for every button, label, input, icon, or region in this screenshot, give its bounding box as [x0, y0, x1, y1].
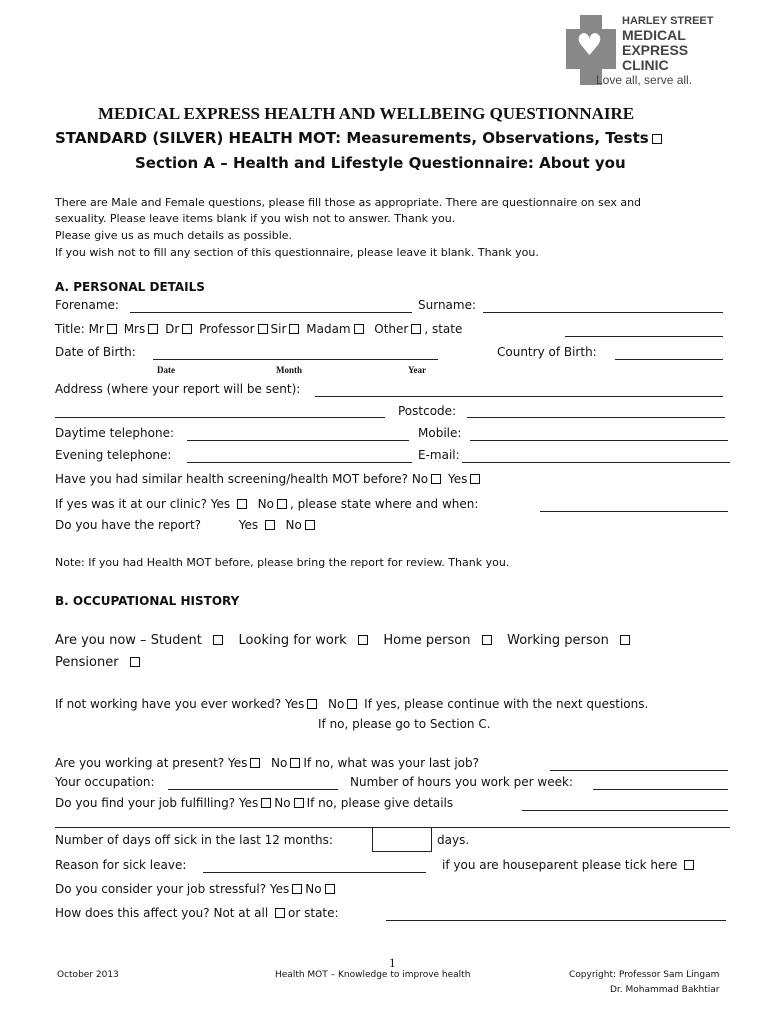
intro-line2: sexuality. Please leave items blank if you wish not to answer. Thank you. — [55, 212, 456, 225]
affect-row — [55, 906, 339, 920]
report-yes-checkbox[interactable] — [265, 520, 275, 530]
working-label: Working person — [507, 633, 609, 648]
country-label: Country of Birth: — [497, 345, 597, 359]
ever-worked-label: If not working have you ever worked? Yes — [55, 697, 305, 711]
where-label: , please state where and when: — [289, 497, 479, 511]
postcode-label: Postcode: — [398, 404, 457, 418]
heart-cross-icon: ♥ — [566, 15, 616, 85]
working-present-row — [55, 756, 479, 770]
last-job-field[interactable] — [550, 770, 728, 771]
houseparent-row — [442, 858, 697, 872]
address-label: Address (where your report will be sent): — [55, 382, 301, 396]
country-field[interactable] — [615, 359, 723, 360]
pensioner-row — [55, 655, 143, 670]
dob-year-sub: Year — [408, 365, 426, 375]
if-yes-text: If yes, please continue with the next questions. — [364, 697, 649, 711]
reason-field[interactable] — [203, 872, 426, 873]
fulfilling-yes-checkbox[interactable] — [261, 798, 271, 808]
fulfilling-no-label: No — [274, 796, 291, 810]
clinic-yes-checkbox[interactable] — [237, 499, 247, 509]
mrs-checkbox[interactable] — [148, 324, 158, 334]
logo-tagline: Love all, serve all. — [596, 73, 693, 87]
logo-line3: EXPRESS — [622, 42, 689, 58]
daytime-field[interactable] — [187, 440, 409, 441]
report-label: Do you have the report? — [55, 518, 202, 532]
stressful-no-label: No — [305, 882, 322, 896]
section-title: Section A – Health and Lifestyle Questionnaire: About you — [135, 154, 626, 172]
stressful-yes-checkbox[interactable] — [292, 884, 302, 894]
working-present-no-checkbox[interactable] — [290, 758, 300, 768]
where-field[interactable] — [540, 511, 728, 512]
other-checkbox[interactable] — [411, 324, 421, 334]
personal-details-heading: A. PERSONAL DETAILS — [55, 280, 205, 294]
footer-copyright: Copyright: Professor Sam Lingam — [569, 970, 720, 980]
stressful-row — [55, 882, 338, 896]
postcode-field[interactable] — [467, 417, 725, 418]
title-row — [55, 322, 462, 336]
logo-line4: CLINIC — [622, 57, 669, 73]
details-field[interactable] — [522, 810, 728, 811]
dr-checkbox[interactable] — [182, 324, 192, 334]
ever-worked-no-checkbox[interactable] — [347, 699, 357, 709]
similar-yes-checkbox[interactable] — [470, 474, 480, 484]
affect-not-at-all-checkbox[interactable] — [275, 908, 285, 918]
ever-worked-yes-checkbox[interactable] — [307, 699, 317, 709]
clinic-no-checkbox[interactable] — [277, 499, 287, 509]
home-label: Home person — [383, 633, 471, 648]
subtitle-text: STANDARD (SILVER) HEALTH MOT: Measurements, Observations, Tests — [55, 129, 649, 147]
forename-field[interactable] — [130, 312, 412, 313]
looking-label: Looking for work — [238, 633, 347, 648]
hours-field[interactable] — [593, 789, 728, 790]
similar-no-checkbox[interactable] — [431, 474, 441, 484]
fulfilling-label: Do you find your job fulfilling? Yes — [55, 796, 259, 810]
student-label: Are you now – Student — [55, 633, 202, 648]
dob-date-sub: Date — [157, 365, 175, 375]
footer-center: Health MOT – Knowledge to improve health — [275, 970, 471, 980]
dr-label: Dr — [165, 322, 180, 336]
report-yes-label: Yes — [238, 518, 259, 532]
state-label: , state — [424, 322, 463, 336]
if-no-text: If no, please go to Section C. — [318, 717, 491, 731]
clinic-logo — [566, 15, 746, 87]
surname-label: Surname: — [418, 298, 477, 312]
working-present-label: Are you working at present? Yes — [55, 756, 248, 770]
dob-field[interactable] — [153, 359, 438, 360]
houseparent-label: if you are houseparent please tick here — [442, 858, 678, 872]
intro-line4: If you wish not to fill any section of this questionnaire, please leave it blank. Thank you. — [55, 246, 539, 259]
or-state-label: or state: — [288, 906, 339, 920]
intro-line1: There are Male and Female questions, please fill those as appropriate. There are questionnaire on sex and — [55, 196, 642, 209]
fulfilling-row — [55, 796, 453, 810]
mobile-label: Mobile: — [418, 426, 462, 440]
clinic-label: If yes was it at our clinic? Yes — [55, 497, 231, 511]
stressful-no-checkbox[interactable] — [325, 884, 335, 894]
days-off-input[interactable] — [372, 827, 432, 852]
similar-yes-label: Yes — [447, 472, 468, 486]
mr-checkbox[interactable] — [107, 324, 117, 334]
stressful-label: Do you consider your job stressful? Yes — [55, 882, 290, 896]
fulfilling-no-checkbox[interactable] — [294, 798, 304, 808]
surname-field[interactable] — [483, 312, 723, 313]
home-checkbox[interactable] — [482, 635, 492, 645]
dob-month-sub: Month — [276, 365, 303, 375]
working-checkbox[interactable] — [620, 635, 630, 645]
title-mr-label: Title: Mr — [55, 322, 104, 336]
mobile-field[interactable] — [470, 440, 728, 441]
email-label: E-mail: — [418, 448, 460, 462]
similar-row — [55, 472, 483, 486]
ever-worked-no-label: No — [328, 697, 345, 711]
address-field-1[interactable] — [315, 396, 723, 397]
footer-author: Dr. Mohammad Bakhtiar — [610, 985, 720, 995]
logo-line1: HARLEY STREET — [622, 15, 714, 27]
working-present-no-label: No — [271, 756, 288, 770]
clinic-no-label: No — [257, 497, 274, 511]
occupation-label: Your occupation: — [55, 775, 155, 789]
details-label: If no, please give details — [306, 796, 454, 810]
sir-checkbox[interactable] — [289, 324, 299, 334]
days-off-label: Number of days off sick in the last 12 months: — [55, 833, 333, 847]
pensioner-checkbox[interactable] — [130, 657, 140, 667]
email-field[interactable] — [462, 462, 730, 463]
report-row — [55, 518, 318, 532]
note-text: Note: If you had Health MOT before, please bring the report for review. Thank you. — [55, 556, 510, 569]
looking-checkbox[interactable] — [358, 635, 368, 645]
affect-label: How does this affect you? Not at all — [55, 906, 269, 920]
reason-label: Reason for sick leave: — [55, 858, 187, 872]
dob-label: Date of Birth: — [55, 345, 136, 359]
evening-field[interactable] — [187, 462, 412, 463]
houseparent-checkbox[interactable] — [684, 860, 694, 870]
ever-worked-row — [55, 697, 648, 711]
occupational-heading: B. OCCUPATIONAL HISTORY — [55, 594, 240, 608]
pensioner-label: Pensioner — [55, 655, 119, 670]
status-row — [55, 633, 633, 648]
report-no-label: No — [285, 518, 302, 532]
state-field[interactable] — [565, 336, 723, 337]
professor-checkbox[interactable] — [258, 324, 268, 334]
report-no-checkbox[interactable] — [305, 520, 315, 530]
address-field-2[interactable] — [55, 417, 385, 418]
other-label: Other — [374, 322, 409, 336]
page-number: 1 — [389, 955, 396, 970]
subtitle-checkbox[interactable] — [652, 134, 662, 144]
student-checkbox[interactable] — [213, 635, 223, 645]
days-label: days. — [437, 833, 470, 847]
evening-label: Evening telephone: — [55, 448, 172, 462]
madam-checkbox[interactable] — [354, 324, 364, 334]
form-title: MEDICAL EXPRESS HEALTH AND WELLBEING QUESTIONNAIRE — [98, 104, 635, 123]
logo-line2: MEDICAL — [622, 27, 686, 43]
clinic-row — [55, 497, 478, 511]
mrs-label: Mrs — [123, 322, 146, 336]
footer-date: October 2013 — [57, 970, 119, 980]
intro-line3: Please give us as much details as possible. — [55, 229, 293, 242]
daytime-label: Daytime telephone: — [55, 426, 175, 440]
occupation-field[interactable] — [168, 789, 338, 790]
professor-label: Professor — [199, 322, 255, 336]
forename-label: Forename: — [55, 298, 119, 312]
madam-label: Madam — [306, 322, 351, 336]
sir-label: Sir — [270, 322, 287, 336]
last-job-label: If no, what was your last job? — [303, 756, 479, 770]
similar-label: Have you had similar health screening/health MOT before? No — [55, 472, 429, 486]
working-present-yes-checkbox[interactable] — [250, 758, 260, 768]
hours-label: Number of hours you work per week: — [350, 775, 573, 789]
form-subtitle — [55, 129, 665, 147]
affect-field[interactable] — [386, 920, 726, 921]
